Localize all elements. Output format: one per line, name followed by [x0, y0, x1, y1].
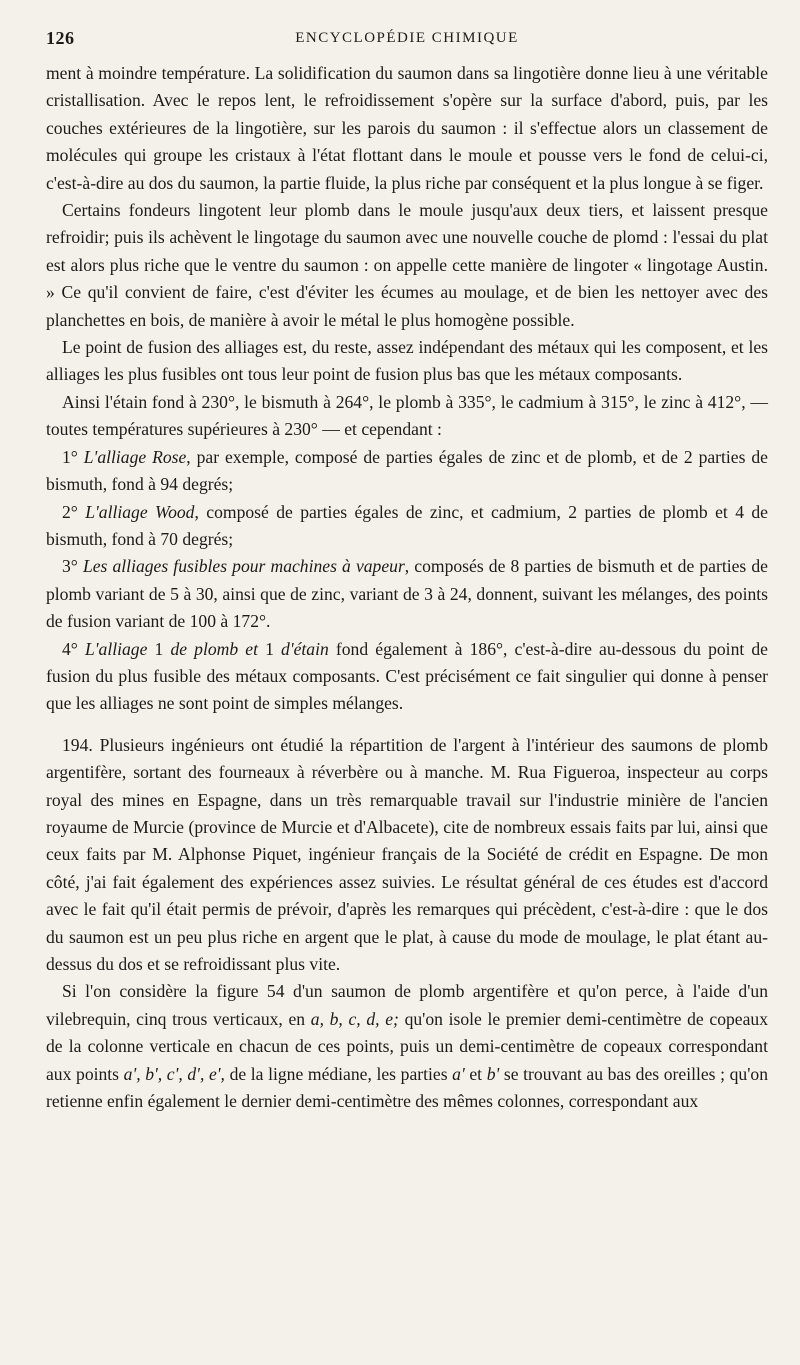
- paragraph-melting-temperatures: Ainsi l'étain fond à 230°, le bismuth à 264°, le plomb à 335°, le cadmium à 315°, le zinc à 412°, — toutes températures supérieures à 230° — et cependant :: [46, 391, 768, 440]
- item-text: , composés de 8 parties de bismuth et de parties de plomb variant de 5 à 30, ainsi que de zinc, variant de 3 à 24, donnent, suivant les mélanges, des points de fusion variant de 100 à 172°.: [46, 556, 768, 632]
- running-title: ENCYCLOPÉDIE CHIMIQUE: [295, 30, 519, 46]
- list-item-lead-tin-alloy: [46, 636, 768, 718]
- item-number: 3°: [62, 556, 78, 577]
- item-name: L'alliage Wood: [85, 501, 195, 522]
- item-text: fond également à 186°, c'est-à-dire au-dessous du point de fusion du plus fusible des métaux composants. C'est précisément ce fait singulier qui donne à penser que les alliages ne sont point de simples mélanges.: [46, 638, 768, 714]
- paragraph-solidification: ment à moindre température. La solidification du saumon dans sa lingotière donne lieu à une véritable cristallisation. Avec le repos lent, le refroidissement s'opère sur la surface d'abord, puis, par les couches extérieures de la lingotière, sur les parois du saumon : il s'effectue alors un classement de molécules qui groupe les cristaux à l'état flottant dans le moule et pousse vers le fond de celui-ci, c'est-à-dire au dos du saumon, la partie fluide, la plus riche par conséquent et la plus longue à se figer.: [46, 63, 768, 193]
- body-text: [46, 60, 768, 1115]
- item-number: 2°: [62, 501, 78, 522]
- paragraph-figure-54: Si l'on considère la figure 54 d'un saumon de plomb argentifère et qu'on perce, à l'aide d'un vilebrequin, cinq trous verticaux, en a, b, c, d, e; qu'on isole le premier demi-centimètre de copeaux de la colonne verticale en chacun de ces points, puis un demi-centimètre de copeaux correspondant aux points a', b', c', d', e', de la ligne médiane, les parties a' et b' se trouvant au bas des oreilles ; qu'on retienne enfin également le dernier demi-centimètre des mêmes colonnes, correspondant aux: [46, 981, 769, 1112]
- item-name-part: L'alliage: [84, 638, 148, 659]
- point-labels: a', b', c', d', e',: [123, 1063, 225, 1084]
- list-item-fusible-alloys: [46, 553, 768, 635]
- point-label: b': [486, 1063, 500, 1084]
- item-text: , composé de parties égales de zinc, et cadmium, 2 parties de plomb et 4 de bismuth, fond à 70 degrés;: [46, 501, 768, 549]
- item-name-number: 1: [265, 638, 274, 659]
- list-item-alloy-wood: [46, 499, 768, 554]
- point-label: a': [452, 1063, 465, 1084]
- item-name-part: de plomb et: [170, 638, 258, 659]
- item-name-number: 1: [154, 638, 164, 659]
- list-item-alloy-rose: [46, 444, 768, 499]
- paragraph-lingotage-austin: Certains fondeurs lingotent leur plomb dans le moule jusqu'aux deux tiers, et laissent presque refroidir; puis ils achèvent le lingotage du saumon avec une nouvelle couche de plomd : l'essai du plat est alors plus riche que le ventre du saumon : on appelle cette manière de lingoter « lingotage Austin. » Ce qu'il convient de faire, c'est d'éviter les écumes au moulage, et de bien les nettoyer avec des planchettes en bois, de manière à avoir le métal le plus homogène possible.: [46, 200, 768, 330]
- paragraph-fusion-point: Le point de fusion des alliages est, du reste, assez indépendant des métaux qui les composent, et les alliages les plus fusibles ont tous leur point de fusion plus bas que les métaux composants.: [46, 337, 768, 385]
- running-head: [46, 22, 768, 54]
- item-name-part: d'étain: [281, 638, 329, 659]
- page-number: 126: [46, 28, 75, 48]
- item-name: L'alliage Rose: [83, 446, 187, 467]
- point-labels: a, b, c, d, e;: [310, 1008, 399, 1029]
- paragraph-section-194: 194. Plusieurs ingénieurs ont étudié la répartition de l'argent à l'intérieur des saumons de plomb argentifère, sortant des fourneaux à réverbère ou à manche. M. Rua Figueroa, inspecteur au corps royal des mines en Espagne, dans un très remarquable travail sur l'industrie minière de l'ancien royaume de Murcie (province de Murcie et d'Albacete), cite de nombreux essais faits par lui, ainsi que ceux faits par M. Alphonse Piquet, ingénieur français de la Société de crédit en Espagne. De mon côté, j'ai fait également des expériences assez suivies. Le résultat général de ces études est d'accord avec le fait qu'il était permis de prévoir, d'après les remarques qui précèdent, c'est-à-dire : que le dos du saumon est un peu plus riche en argent que le plat, à cause du mode de moulage, le plat étant au-dessus du dos et se refroidissant plus vite.: [46, 734, 768, 974]
- item-name: Les alliages fusibles pour machines à vapeur: [82, 556, 405, 577]
- item-number: 1°: [62, 446, 78, 467]
- item-number: 4°: [62, 638, 78, 659]
- item-text: , par exemple, composé de parties égales de zinc et de plomb, et de 2 parties de bismuth, fond à 94 degrés;: [46, 446, 768, 495]
